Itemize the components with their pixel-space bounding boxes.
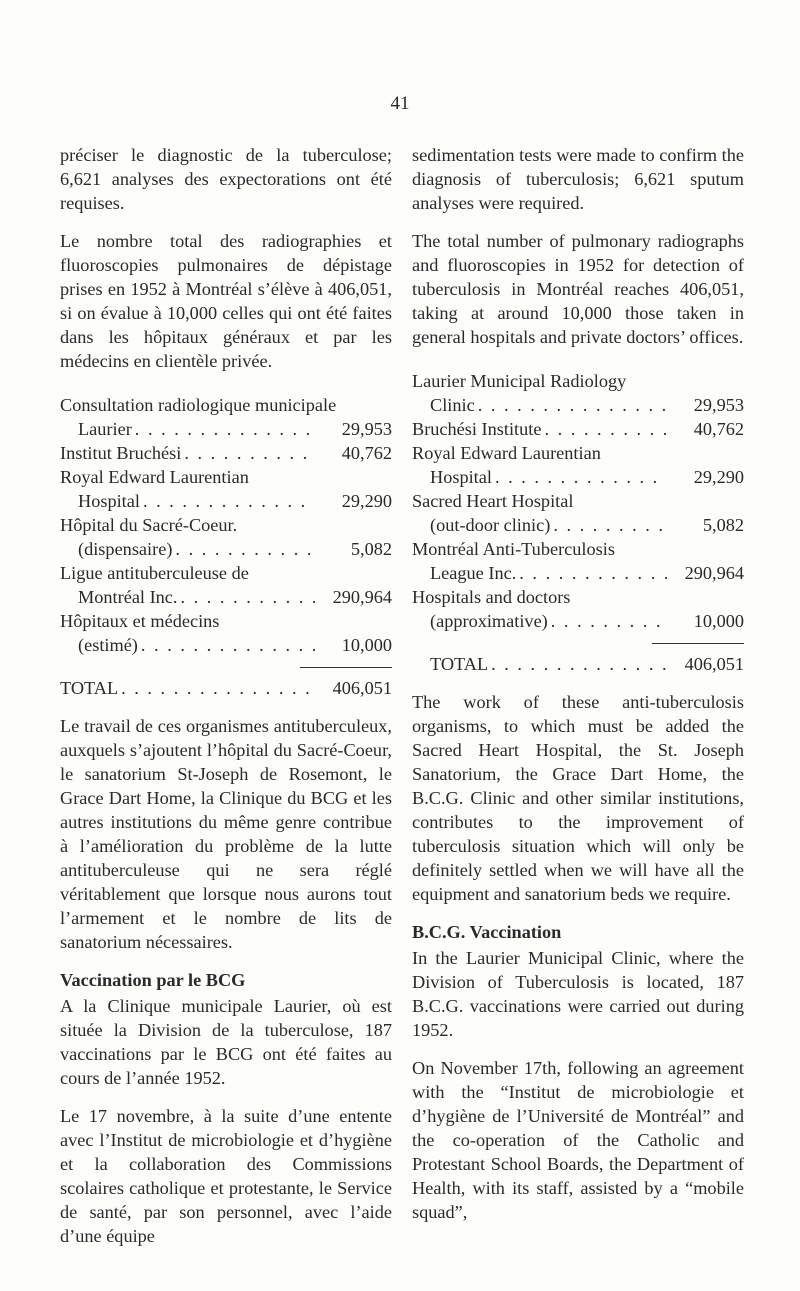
english-column	[412, 143, 744, 1238]
en-bcg-heading: B.C.G. Vaccination	[412, 922, 562, 942]
en-paragraph-3: The work of these anti-tuberculosis organisms, to which must be added the Sacred Heart Hospital, the St. Joseph Sanatorium, the Grace Dart Home, the B.C.G. Clinic and other similar institutions, contributes to the improvement of tuberculosis situation which will only be definitely settled when we will have all the equipment and sanatorium beds we require.	[412, 692, 744, 904]
fr-paragraph-3: Le travail de ces organismes antituberculeux, auxquels s’ajoutent l’hôpital du Sacré-Coeur, le sanatorium St-Joseph de Rosemont, le Grace Dart Home, la Clinique du BCG et les autres institutions du même genre contribue à l’amélioration du problème de la lutte antituberculeuse qui ne sera réglé véritablement que lorsque nous aurons tout l’armement et le nombre de lits de sanatorium nécessaires.	[60, 716, 392, 952]
en-table-row-pre: Montréal Anti-Tuberculosis	[412, 539, 615, 559]
en-total-row: TOTAL . . . 406,051	[412, 652, 744, 676]
fr-table-row-pre: Ligue antituberculeuse de	[60, 563, 249, 583]
fr-bcg-heading: Vaccination par le BCG	[60, 970, 246, 990]
fr-total-rule	[300, 667, 392, 668]
french-column	[60, 143, 392, 1262]
en-table-row: Bruchési Institute . . . 40,762	[412, 417, 744, 441]
en-table-row-pre: Royal Edward Laurentian	[412, 443, 601, 463]
en-table-row: Hospital . . . 29,290	[412, 465, 744, 489]
fr-table-row: (estimé) . . . 10,000	[60, 633, 392, 657]
page-number: 41	[390, 93, 410, 114]
fr-paragraph-4: A la Clinique municipale Laurier, où est située la Division de la tuberculose, 187 vaccinations par le BCG ont été faites au cours de l’année 1952.	[60, 996, 392, 1088]
en-table-row: (out-door clinic) . . . 5,082	[412, 513, 744, 537]
en-table-row: Clinic . . . 29,953	[412, 393, 744, 417]
fr-radiology-table	[60, 393, 392, 700]
en-table-row-pre: Hospitals and doctors	[412, 587, 571, 607]
en-paragraph-5: On November 17th, following an agreement with the “Institut de microbiologie et d’hygiène de l’Université de Montréal” and the co-operation of the Catholic and Protestant School Boards, the Department of Health, with its staff, assisted by a “mobile squad”,	[412, 1058, 744, 1222]
fr-paragraph-2: Le nombre total des radiographies et fluoroscopies pulmonaires de dépistage prises en 1952 à Montréal s’élève à 406,051, si on évalue à 10,000 celles qui ont été faites dans les hôpitaux généraux et par les médecins en clientèle privée.	[60, 231, 392, 371]
fr-table-row-pre: Royal Edward Laurentian	[60, 467, 249, 487]
fr-paragraph-1: préciser le diagnostic de la tuberculose; 6,621 analyses des expectorations ont été requises.	[60, 145, 392, 213]
fr-table-row-pre: Hôpital du Sacré-Coeur.	[60, 515, 238, 535]
en-total-rule	[652, 643, 744, 644]
fr-table-row: Laurier . . . 29,953	[60, 417, 392, 441]
en-radiology-table	[412, 369, 744, 676]
fr-table-row: Institut Bruchési . . . 40,762	[60, 441, 392, 465]
en-table-row: League Inc. . . . 290,964	[412, 561, 744, 585]
en-table-row: (approximative) . . . 10,000	[412, 609, 744, 633]
en-paragraph-2: The total number of pulmonary radiographs and fluoroscopies in 1952 for detection of tuberculosis in Montréal reaches 406,051, taking at around 10,000 those taken in general hospitals and private doctors’ offices.	[412, 231, 744, 347]
en-table-row-pre: Laurier Municipal Radiology	[412, 371, 627, 391]
en-table-row-pre: Sacred Heart Hospital	[412, 491, 574, 511]
fr-table-row: Hospital . . . 29,290	[60, 489, 392, 513]
fr-table-row-pre: Hôpitaux et médecins	[60, 611, 220, 631]
fr-table-row: Montréal Inc. . . . 290,964	[60, 585, 392, 609]
en-paragraph-4: In the Laurier Municipal Clinic, where the Division of Tuberculosis is located, 187 B.C.G. vaccinations were carried out during 1952.	[412, 948, 744, 1040]
fr-total-row: TOTAL . . . 406,051	[60, 676, 392, 700]
fr-table-row: (dispensaire) . . . 5,082	[60, 537, 392, 561]
fr-table-title: Consultation radiologique municipale	[60, 395, 337, 415]
fr-paragraph-5: Le 17 novembre, à la suite d’une entente avec l’Institut de microbiologie et d’hygiène et la collaboration des Commissions scolaires catholique et protestante, le Service de santé, par son personnel, avec l’aide d’une équipe	[60, 1106, 392, 1246]
en-paragraph-1: sedimentation tests were made to confirm the diagnosis of tuberculosis; 6,621 sputum analyses were required.	[412, 145, 745, 213]
